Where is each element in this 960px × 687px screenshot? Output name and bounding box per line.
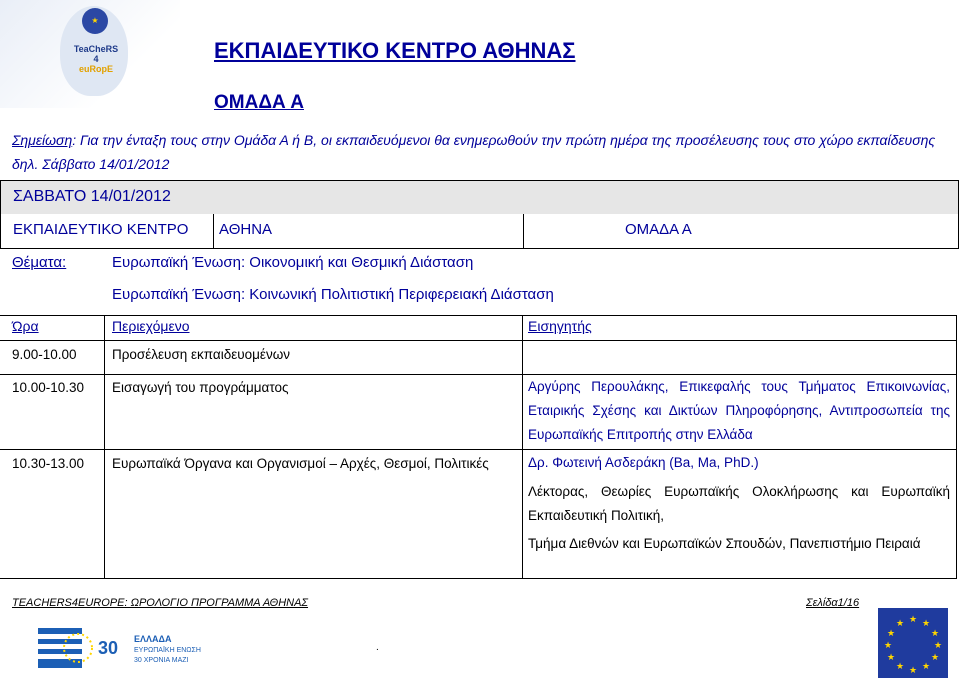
row2-content: Εισαγωγή του προγράμματος <box>112 380 289 395</box>
footer-left: TEACHERS4EUROPE: ΩΡΟΛΟΓΙΟ ΠΡΟΓΡΑΜΜΑ ΑΘΗΝΑΣ <box>12 597 309 609</box>
divider <box>0 449 957 450</box>
theme-2: Ευρωπαϊκή Ένωση: Κοινωνική Πολιτιστική Περιφερειακή Διάσταση <box>112 286 554 303</box>
center-city: ΑΘΗΝΑ <box>219 221 273 238</box>
eu-stars-icon: ★ <box>82 8 108 34</box>
eu-flag-icon: ★ ★ ★ ★ ★ ★ ★ ★ ★ ★ ★ ★ <box>878 608 948 678</box>
row2-speaker: Αργύρης Περουλάκης, Επικεφαλής τους Τμήματος Επικοινωνίας, Εταιρικής Σχέσης και Δικτύων Πληροφόρησης, Αντιπροσωπεία της Ευρωπαϊκής Επιτροπής στην Ελλάδα <box>528 379 950 442</box>
logo-line-2: 4 <box>93 54 99 64</box>
logo-text <box>66 44 126 74</box>
stray-dot: . <box>376 642 379 653</box>
col-header-time: Ώρα <box>12 318 39 334</box>
row3-speaker-role: Λέκτορας, Θεωρίες Ευρωπαϊκής Ολοκλήρωσης και Ευρωπαϊκή Εκπαιδευτική Πολιτική, <box>528 484 950 523</box>
greek-logo-line-2: ΕΥΡΩΠΑΪΚΗ ΕΝΩΣΗ <box>134 647 201 654</box>
col-header-speaker: Εισηγητής <box>528 318 592 334</box>
center-group: ΟΜΑΔΑ Α <box>625 221 692 238</box>
col-header-content: Περιεχόμενο <box>112 318 190 334</box>
divider <box>104 315 105 578</box>
theme-1: Ευρωπαϊκή Ένωση: Οικονομική και Θεσμική Διάσταση <box>112 254 474 271</box>
divider <box>523 214 524 248</box>
themes-label: Θέματα: <box>12 254 67 271</box>
greek-logo-line-3: 30 ΧΡΟΝΙΑ ΜΑΖΙ <box>134 657 189 664</box>
row2-time: 10.00-10.30 <box>12 380 85 395</box>
note-label: Σημείωση <box>12 132 73 148</box>
note-text: : Για την ένταξη τους στην Ομάδα Α ή Β, οι εκπαιδευόμενοι θα ενημερωθούν την πρώτη ημέρα της προσέλευσης τους στο χώρο εκπαίδευσης δηλ. Σάββατο 14/01/2012 <box>12 132 936 172</box>
page-number: Σελίδα1/16 <box>806 597 860 609</box>
divider <box>0 315 957 316</box>
row3-time: 10.30-13.00 <box>12 456 85 471</box>
divider <box>213 214 214 248</box>
page-subtitle: ΟΜΑΔΑ Α <box>214 92 304 113</box>
day-header <box>0 180 959 216</box>
row1-time: 9.00-10.00 <box>12 347 77 362</box>
row1-content: Προσέλευση εκπαιδευομένων <box>112 347 290 362</box>
logo-line-3: euRopE <box>78 64 113 74</box>
divider <box>0 340 957 341</box>
teachers4europe-logo <box>0 0 180 108</box>
page-title: ΕΚΠΑΙΔΕΥΤΙΚΟ ΚΕΝΤΡΟ ΑΘΗΝΑΣ <box>214 38 576 63</box>
center-label: ΕΚΠΑΙΔΕΥΤΙΚΟ ΚΕΝΤΡΟ <box>13 221 189 238</box>
footer-divider <box>0 578 957 579</box>
logo-line-1: TeaCheRS <box>73 44 119 54</box>
greece-eu-30-logo <box>38 620 258 680</box>
note-paragraph <box>12 128 956 176</box>
row3-content: Ευρωπαϊκά Όργανα και Οργανισμοί – Αρχές, Θεσμοί, Πολιτικές <box>112 456 489 471</box>
divider <box>522 315 523 578</box>
svg-text:30: 30 <box>98 638 119 658</box>
divider <box>956 315 957 578</box>
greek-flag-icon <box>38 628 92 668</box>
row3-speaker: Δρ. Φωτεινή Ασδεράκη (Ba, Ma, PhD.) <box>528 455 759 470</box>
row3-speaker-dept: Τμήμα Διεθνών και Ευρωπαϊκών Σπουδών, Πανεπιστήμιο Πειραιά <box>528 536 921 551</box>
day-label: ΣΑΒΒΑΤΟ 14/01/2012 <box>13 188 171 205</box>
center-row <box>0 214 959 249</box>
greek-logo-line-1: ΕΛΛΑΔΑ <box>134 634 172 644</box>
